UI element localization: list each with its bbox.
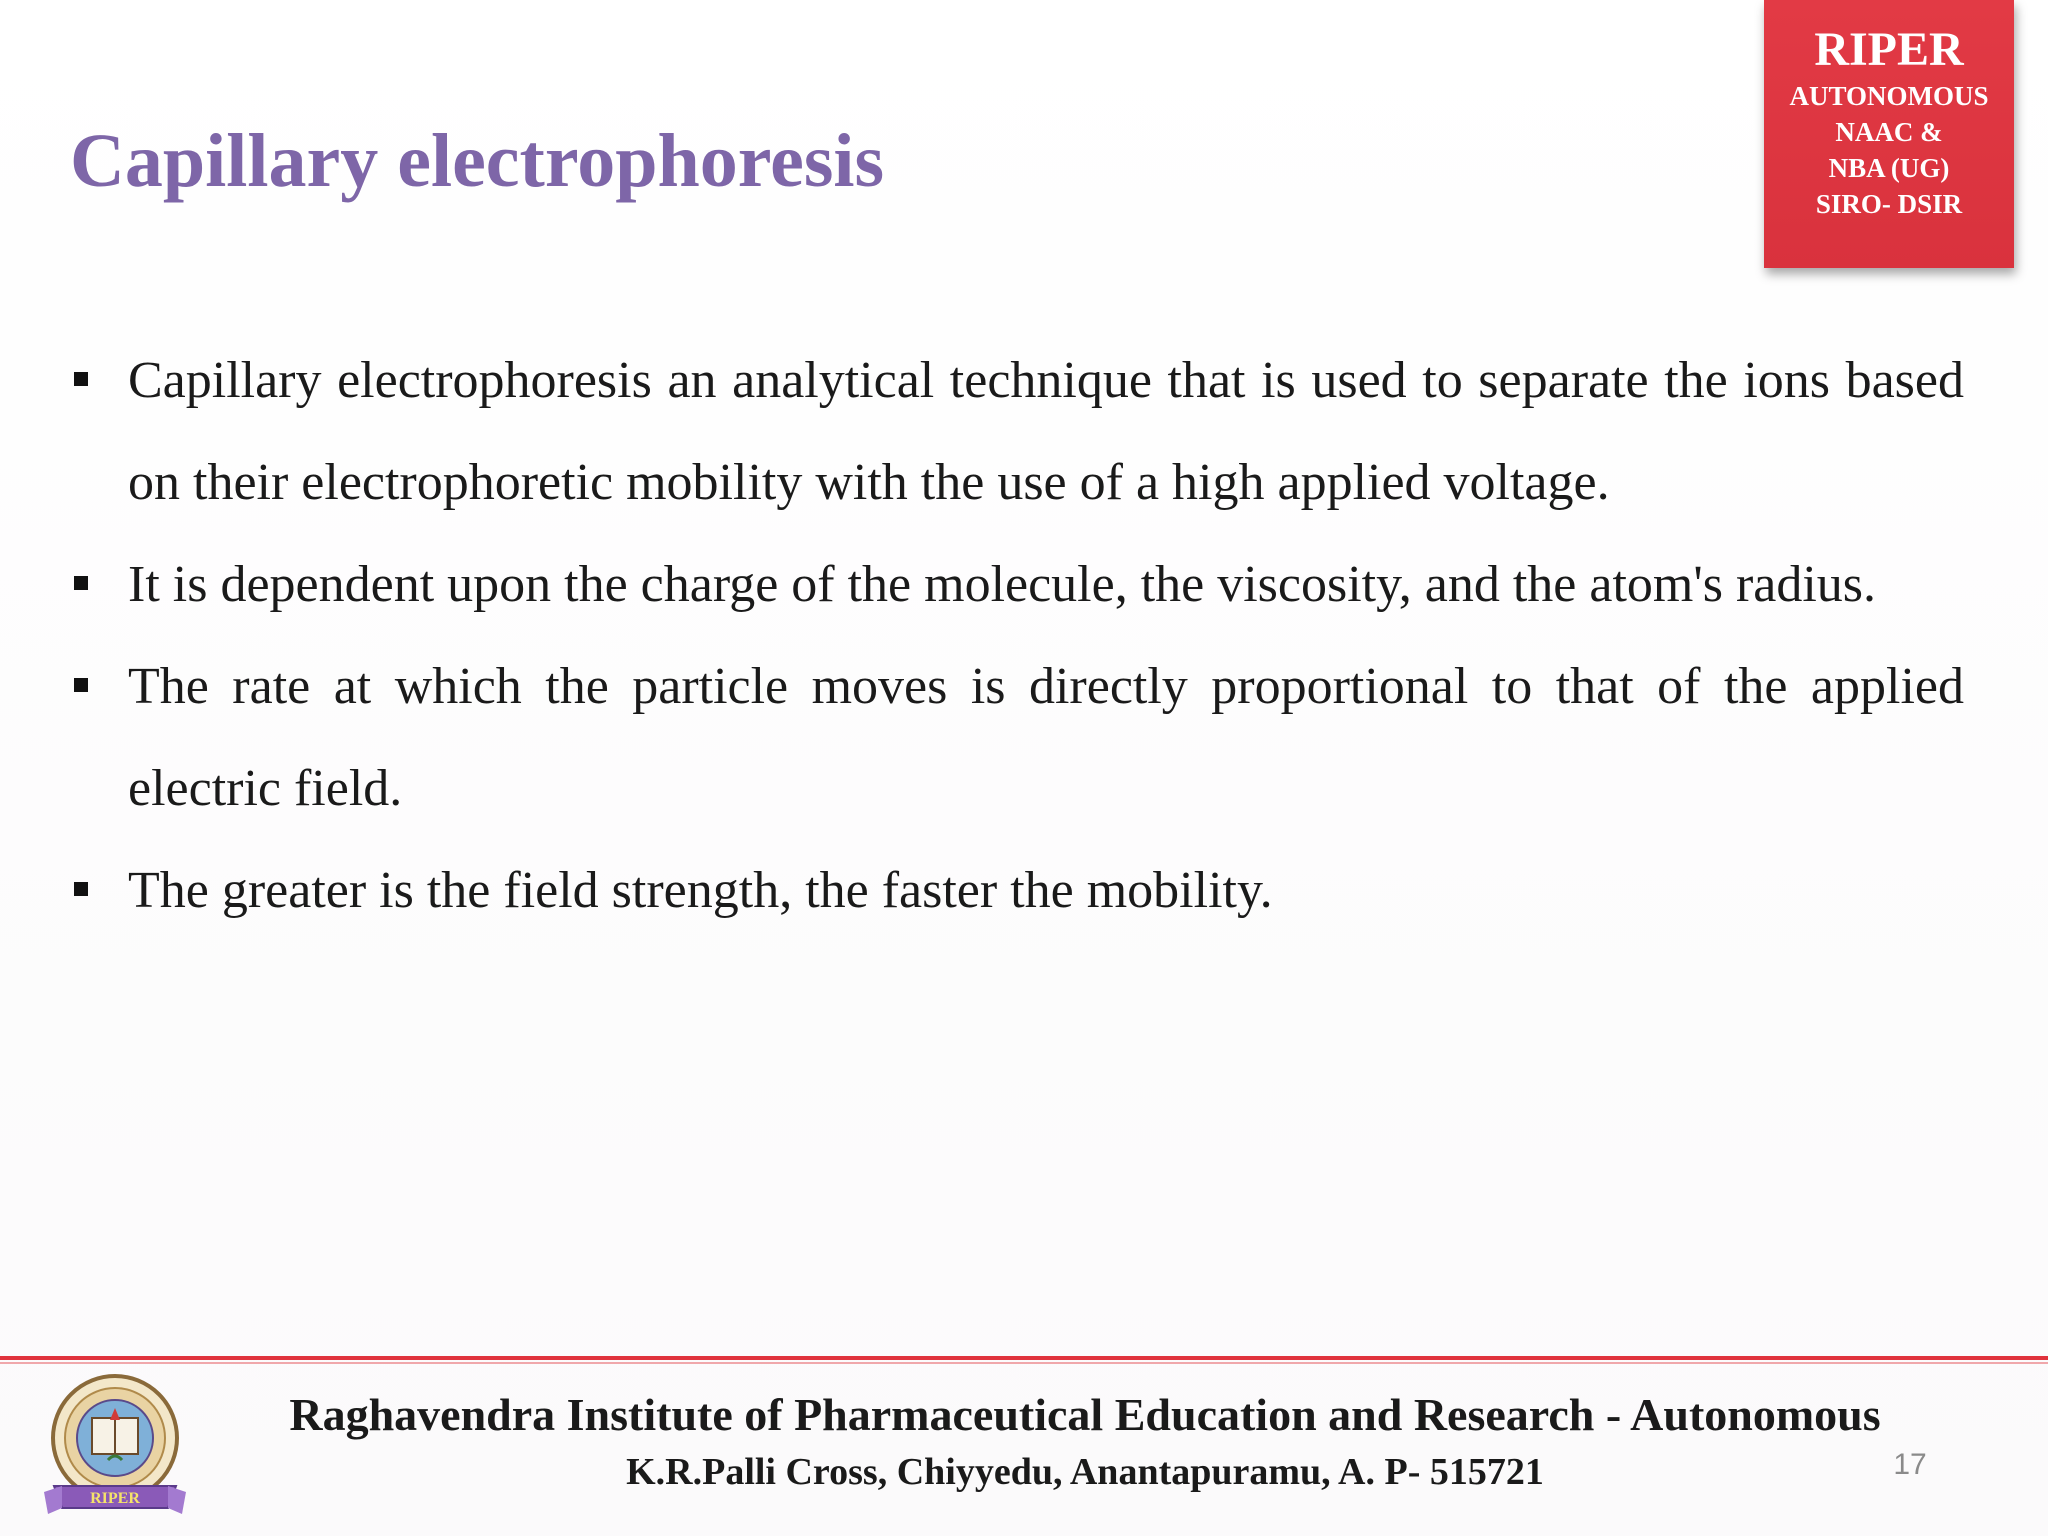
badge-title: RIPER [1814,23,1964,76]
footer-divider [0,1356,2048,1360]
bullet-text: It is dependent upon the charge of the molecule, the viscosity, and the atom's radius. [128,556,1877,613]
square-bullet-icon [74,678,88,692]
bullet-list [70,330,1964,942]
institution-address: K.R.Palli Cross, Chiyyedu, Anantapuramu, A. P- 515721 [626,1451,1544,1493]
slide-title: Capillary electrophoresis [70,119,885,203]
logo-text: RIPER [90,1490,140,1507]
bullet-item [70,636,1964,840]
bullet-item [70,840,1964,942]
badge-line-siro: SIRO- DSIR [1815,189,1963,219]
bullet-item [70,534,1964,636]
bullet-item [70,330,1964,534]
square-bullet-icon [74,372,88,386]
accreditation-badge [1764,0,2014,268]
footer-divider-shadow [0,1362,2048,1364]
institution-logo-icon [40,1368,190,1523]
institution-name: Raghavendra Institute of Pharmaceutical Education and Research - Autonomous [289,1389,1881,1440]
bullet-text: The greater is the field strength, the faster the mobility. [128,862,1273,919]
square-bullet-icon [74,882,88,896]
badge-line-autonomous: AUTONOMOUS [1789,81,1989,111]
badge-line-nba: NBA (UG) [1828,153,1950,183]
page-number: 17 [1893,1448,1927,1481]
bullet-text: Capillary electrophoresis an analytical technique that is used to separate the ions based on their electrophoretic mobility with the use of a high applied voltage. [128,352,1964,511]
badge-line-naac: NAAC & [1835,117,1943,147]
bullet-text: The rate at which the particle moves is directly proportional to that of the applied electric field. [128,658,1964,817]
square-bullet-icon [74,576,88,590]
